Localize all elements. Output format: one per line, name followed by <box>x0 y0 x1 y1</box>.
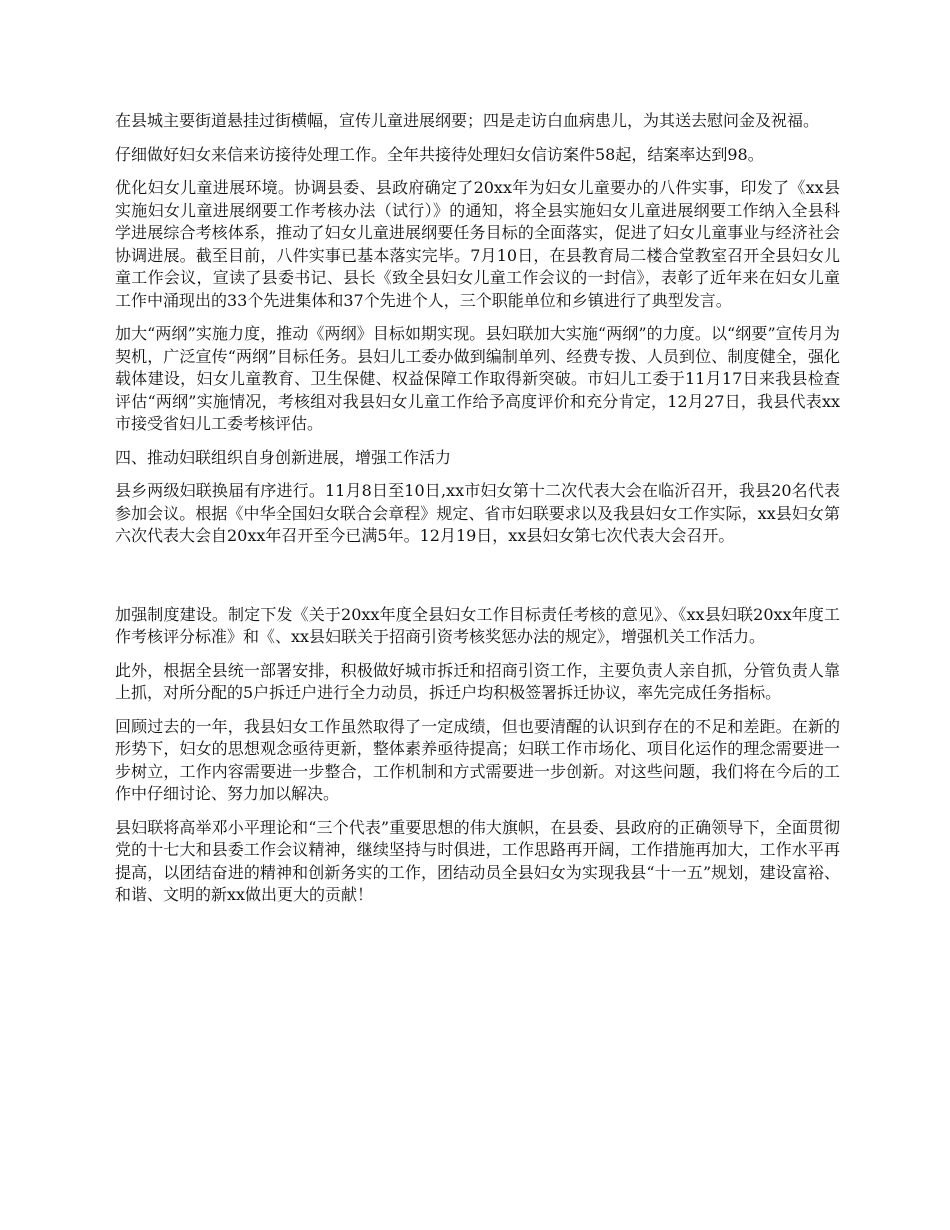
paragraph-review: 回顾过去的一年，我县妇女工作虽然取得了一定成绩，但也要清醒的认识到存在的不足和差距。在新的形势下，妇女的思想观念亟待更新，整体素养亟待提高；妇联工作市场化、项目化运作的理念需要进一步树立，工作内容需要进一步整合，工作机制和方式需要进一步创新。对这些问题，我们将在今后的工作中仔细讨论、努力加以解决。 <box>115 716 840 803</box>
paragraph-outlook: 县妇联将高举邓小平理论和“三个代表”重要思想的伟大旗帜，在县委、县政府的正确领导下，全面贯彻党的十七大和县委工作会议精神，继续坚持与时俱进，工作思路再开阔，工作措施再加大，工作水平再提高，以团结奋进的精神和创新务实的工作，团结动员全县妇女为实现我县“十一五”规划，建设富裕、和谐、文明的新xx做出更大的贡献！ <box>115 817 840 904</box>
page-gap <box>115 559 840 604</box>
section-heading: 四、推动妇联组织自身创新进展，增强工作活力 <box>115 447 452 467</box>
paragraph-environment: 优化妇女儿童进展环境。协调县委、县政府确定了20xx年为妇女儿童要办的八件实事，印发了《xx县实施妇女儿童进展纲要工作考核办法（试行）》的通知，将全县实施妇女儿童进展纲要工作纳入全县科学进展综合考核体系，推动了妇女儿童进展纲要任务目标的全面落实，促进了妇女儿童事业与经济社会协调进展。截至目前，八件实事已基本落实完毕。7月10日，在县教育局二楼合堂教室召开全县妇女儿童工作会议，宣读了县委书记、县长《致全县妇女儿童工作会议的一封信》，表彰了近年来在妇女儿童工作中涌现出的33个先进集体和37个先进个人，三个职能单位和乡镇进行了典型发言。 <box>115 178 840 310</box>
paragraph-letters-visits: 仔细做好妇女来信来访接待处理工作。全年共接待处理妇女信访案件58起，结案率达到98。 <box>115 144 764 164</box>
paragraph-two-outlines: 加大“两纲”实施力度，推动《两纲》目标如期实现。县妇联加大实施“两纲”的力度。以“纲要”宣传月为契机，广泛宣传“两纲”目标任务。县妇儿工委办做到编制单列、经费专拨、人员到位、制度健全，强化载体建设，妇女儿童教育、卫生保健、权益保障工作取得新突破。市妇儿工委于11月17日来我县检查评估“两纲”实施情况，考核组对我县妇女儿童工作给予高度评价和充分肯定，12月27日，我县代表xx市接受省妇儿工委考核评估。 <box>115 324 840 433</box>
document-page <box>115 110 840 918</box>
paragraph-federation-election: 县乡两级妇联换届有序进行。11月8日至10日,xx市妇女第十二次代表大会在临沂召开，我县20名代表参加会议。根据《中华全国妇女联合会章程》规定、省市妇联要求以及我县妇女工作实际，xx县妇女第六次代表大会自20xx年召开至今已满5年。12月19日，xx县妇女第七次代表大会召开。 <box>115 481 840 545</box>
paragraph-demolition: 此外，根据全县统一部署安排，积极做好城市拆迁和招商引资工作，主要负责人亲自抓，分管负责人靠上抓，对所分配的5户拆迁户进行全力动员，拆迁户均积极签署拆迁协议，率先完成任务指标。 <box>115 660 840 702</box>
paragraph-street-banners: 在县城主要街道悬挂过街横幅，宣传儿童进展纲要；四是走访白血病患儿，为其送去慰问金及祝福。 <box>115 111 820 130</box>
paragraph-system-building: 加强制度建设。制定下发《关于20xx年度全县妇女工作目标责任考核的意见》、《xx县妇联20xx年度工作考核评分标准》和《、xx县妇联关于招商引资考核奖惩办法的规定》，增强机关工作活力。 <box>115 604 840 646</box>
